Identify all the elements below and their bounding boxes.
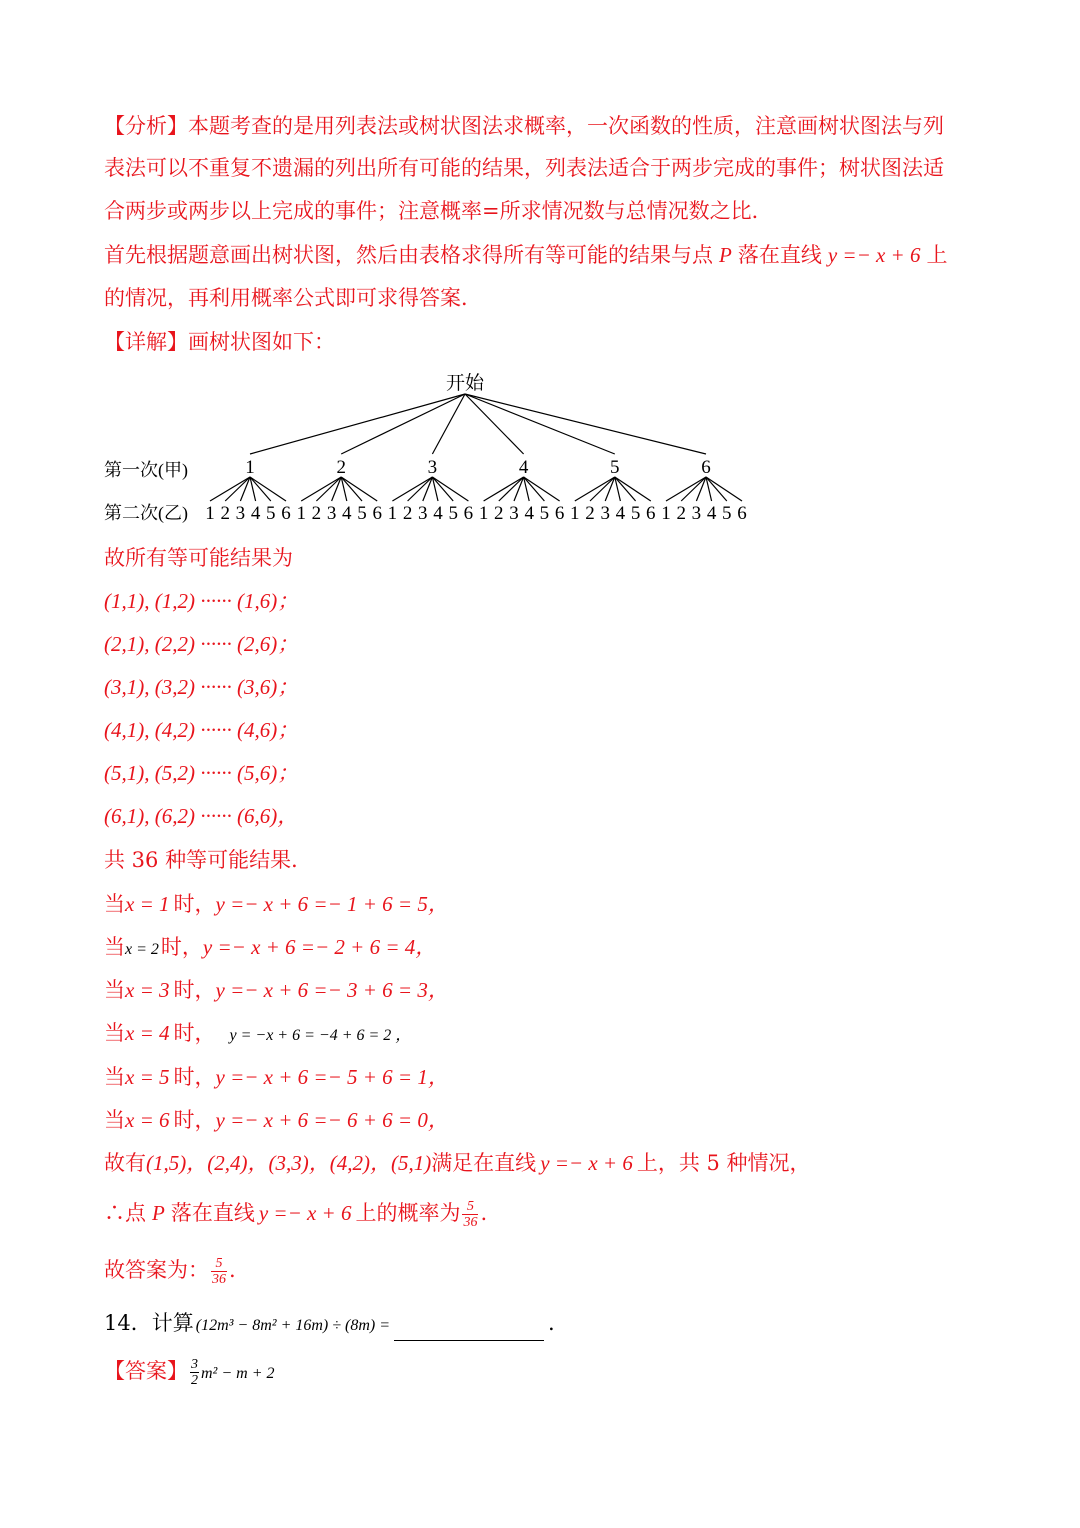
results-intro: 故所有等可能结果为 (104, 546, 293, 570)
line-equation: y =− x + 6 (540, 1151, 633, 1175)
answer-fraction (190, 1357, 199, 1388)
tree-node-level1: 4 (518, 457, 529, 478)
case-when: 当 (104, 892, 125, 916)
analysis-line-5: 的情况，再利用概率公式即可求得答案． (104, 286, 482, 310)
tree-node-level2: 3 (235, 503, 246, 524)
tree-node-level2: 5 (448, 503, 458, 524)
point-p: P (152, 1201, 165, 1225)
tree-branch (341, 394, 465, 454)
tree-node-level2: 4 (250, 503, 261, 524)
tree-node-level2: 5 (539, 503, 550, 524)
fraction-denominator: 36 (212, 1272, 226, 1287)
case-when: 当 (104, 935, 125, 959)
analysis-line-2: 表法可以不重复不遗漏的列出所有可能的结果，列表法适合于两步完成的事件；树状图法适 (104, 156, 944, 180)
satisfy-text: 满足在直线 (431, 1151, 537, 1175)
case-line (104, 932, 436, 965)
answer-blank[interactable] (394, 1318, 544, 1341)
tree-branch (666, 477, 706, 501)
case-line (104, 1018, 411, 1051)
case-expression: y =− x + 6 =− 6 + 6 = 0， (215, 1108, 449, 1132)
case-condition: x = 2 (125, 941, 159, 958)
tree-branch (392, 477, 432, 501)
analysis-text: 首先根据题意画出树状图，然后由表格求得所有等可能的结果与点 (104, 243, 713, 267)
tree-node-level2: 3 (600, 503, 610, 524)
tree-branch (465, 394, 706, 454)
case-shi: 时， (173, 892, 216, 916)
fraction-denominator: 2 (191, 1373, 198, 1388)
tree-node-level2: 2 (585, 503, 595, 524)
tree-node-level2: 4 (615, 503, 626, 524)
tree-node-level2: 1 (478, 503, 489, 524)
question-number: 14．计算 (104, 1311, 194, 1335)
tree-node-level2: 5 (357, 503, 367, 524)
satisfy-text: 故有 (104, 1151, 146, 1175)
fraction-numerator: 3 (191, 1357, 198, 1372)
case-condition: x = 4 (125, 1021, 170, 1045)
case-condition: x = 5 (125, 1065, 170, 1089)
result-row: (6,1), (6,2) ······ (6,6)， (104, 804, 299, 828)
analysis-line-3: 合两步或两步以上完成的事件；注意概率=所求情况数与总情况数之比． (104, 199, 773, 223)
tree-node-level1: 6 (701, 457, 711, 478)
probability-end: . (480, 1201, 488, 1225)
question-14 (104, 1308, 555, 1341)
answer-end: . (229, 1258, 236, 1282)
line-equation: y =− x + 6 (258, 1201, 352, 1225)
case-when: 当 (104, 1108, 125, 1132)
detail-heading: 【详解】画树状图如下： (104, 330, 335, 354)
tree-node-level1: 5 (610, 457, 620, 478)
tree-branch (210, 477, 250, 501)
probability-text: ∴点 (104, 1201, 146, 1225)
tree-node-level2: 1 (296, 503, 306, 524)
tree-node-level2: 1 (570, 503, 580, 524)
tree-node-level2: 6 (372, 503, 382, 524)
tree-node-level2: 2 (676, 503, 686, 524)
tree-branch (301, 477, 341, 501)
analysis-text: 上 (926, 243, 948, 267)
probability-text: 上的概率为 (355, 1201, 461, 1225)
fraction-denominator: 36 (463, 1215, 478, 1230)
tree-node-level2: 3 (326, 503, 337, 524)
satisfy-points: (1,5)，(2,4)，(3,3)，(4,2)，(5,1) (146, 1151, 432, 1175)
tree-branch (332, 477, 342, 501)
tree-branch (432, 394, 465, 454)
tree-node-level2: 6 (281, 503, 291, 524)
tree-node-level2: 2 (402, 503, 413, 524)
tree-branch (423, 477, 433, 501)
tree-node-level2: 5 (266, 503, 276, 524)
results-total: 共 36 种等可能结果． (104, 848, 313, 872)
case-shi: 时， (173, 1021, 216, 1045)
case-line (104, 975, 449, 1005)
case-when: 当 (104, 1065, 125, 1089)
question-end: . (548, 1311, 555, 1335)
question-expression: (12m³ − 8m² + 16m) ÷ (8m) = (195, 1317, 391, 1334)
result-row: (2,1), (2,2) ······ (2,6)； (104, 632, 299, 656)
case-expression: y =− x + 6 =− 2 + 6 = 4， (202, 935, 437, 959)
case-expression: y =− x + 6 =− 5 + 6 = 1， (215, 1065, 449, 1089)
tree-node-level2: 1 (387, 503, 398, 524)
tree-branch (465, 394, 524, 454)
tree-node-level2: 3 (509, 503, 519, 524)
case-condition: x = 1 (125, 892, 170, 916)
case-shi: 时， (173, 1108, 216, 1132)
tree-root: 开始 (445, 373, 485, 394)
tree-node-level2: 1 (205, 503, 215, 524)
answer-text: 故答案为： (104, 1258, 209, 1282)
case-condition: x = 3 (125, 978, 170, 1002)
result-row: (1,1), (1,2) ······ (1,6)； (104, 589, 299, 613)
answer-label: 【答案】 (104, 1359, 188, 1383)
case-shi: 时， (173, 1065, 216, 1089)
case-expression: y = −x + 6 = −4 + 6 = 2 ， (229, 1027, 412, 1044)
tree-node-level2: 4 (706, 503, 717, 524)
tree-node-level2: 6 (737, 503, 747, 524)
answer-14 (104, 1356, 275, 1389)
case-line (104, 1062, 449, 1092)
case-when: 当 (104, 978, 125, 1002)
tree-branch (605, 477, 615, 501)
tree-node-level1: 1 (245, 457, 255, 478)
tree-node-level2: 2 (494, 503, 504, 524)
tree-level2-label: 第二次(乙) (104, 503, 188, 523)
tree-node-level2: 6 (554, 503, 565, 524)
tree-node-level2: 2 (311, 503, 322, 524)
case-condition: x = 6 (125, 1108, 170, 1132)
case-expression: y =− x + 6 =− 3 + 6 = 3， (215, 978, 449, 1002)
tree-node-level2: 2 (220, 503, 230, 524)
result-row: (5,1), (5,2) ······ (5,6)； (104, 761, 299, 785)
tree-level1-label: 第一次(甲) (104, 460, 188, 480)
answer-expression: m² − m + 2 (201, 1365, 275, 1382)
analysis-line-4 (104, 240, 947, 270)
tree-node-level1: 2 (336, 457, 346, 478)
case-expression: y =− x + 6 =− 1 + 6 = 5， (215, 892, 449, 916)
point-p: P (719, 243, 732, 267)
tree-node-level2: 3 (691, 503, 702, 524)
tree-node-level2: 4 (433, 503, 443, 524)
result-row: (3,1), (3,2) ······ (3,6)； (104, 675, 299, 699)
case-line (104, 1105, 449, 1135)
case-shi: 时， (173, 978, 216, 1002)
fraction-numerator: 5 (462, 1199, 478, 1215)
probability-text: 落在直线 (170, 1201, 255, 1225)
case-when: 当 (104, 1021, 125, 1045)
tree-node-level1: 3 (427, 457, 438, 478)
probability-line (104, 1198, 487, 1230)
tree-node-level2: 6 (463, 503, 474, 524)
tree-branch (575, 477, 615, 501)
analysis-text: 落在直线 (737, 243, 822, 267)
tree-branch (465, 394, 615, 454)
tree-diagram (100, 366, 760, 526)
tree-branch (250, 394, 465, 454)
line-equation: y =− x + 6 (827, 243, 921, 267)
probability-fraction (462, 1199, 478, 1230)
tree-node-level2: 3 (418, 503, 428, 524)
analysis-line-1: 【分析】本题考查的是用列表法或树状图法求概率，一次函数的性质，注意画树状图法与列 (104, 114, 944, 138)
tree-node-level2: 5 (630, 503, 641, 524)
tree-branch (696, 477, 706, 501)
tree-branch (240, 477, 250, 501)
answer-fraction (211, 1256, 227, 1287)
tree-node-level2: 5 (722, 503, 732, 524)
tree-node-level2: 4 (342, 503, 352, 524)
satisfy-text: 上，共 5 种情况， (636, 1151, 811, 1175)
case-shi: 时， (160, 935, 203, 959)
tree-node-level2: 1 (661, 503, 671, 524)
tree-branch (514, 477, 524, 501)
tree-node-level2: 6 (646, 503, 656, 524)
tree-node-level2: 4 (524, 503, 534, 524)
result-row: (4,1), (4,2) ······ (4,6)； (104, 718, 299, 742)
fraction-numerator: 5 (211, 1256, 227, 1272)
tree-branch (484, 477, 524, 501)
satisfy-line (104, 1148, 811, 1178)
answer-line (104, 1255, 236, 1287)
case-line (104, 889, 449, 919)
